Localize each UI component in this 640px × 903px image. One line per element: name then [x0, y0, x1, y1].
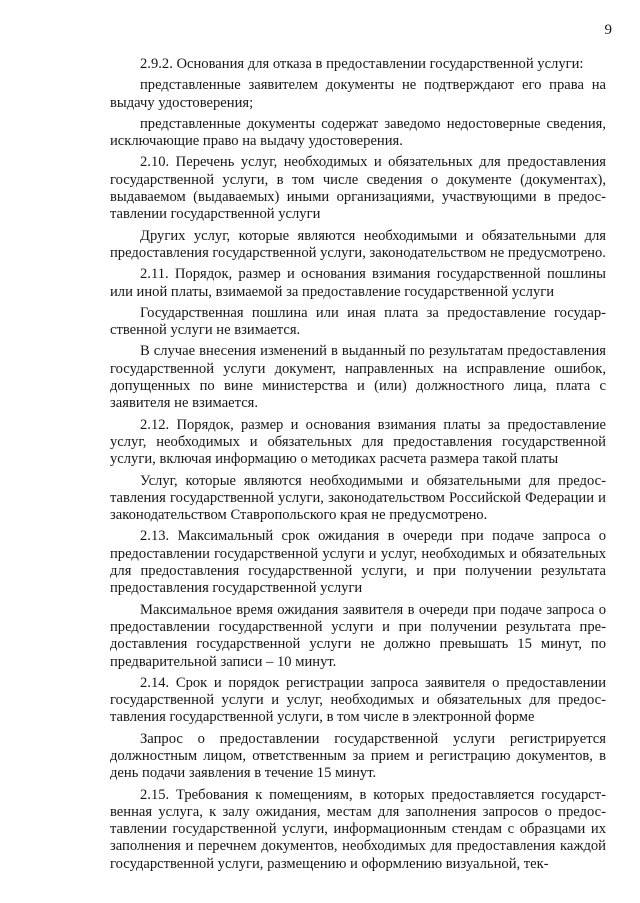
paragraph-2-10-body: Других услуг, которые являются необходимыми и обязательными для предоставления государственной услуги, законодательством не предусмотрено.	[110, 227, 606, 261]
paragraph-2-12-body: Услуг, которые являются необходимыми и обязательными для предоставления государственной услуги, законодательством Российской Федерации и законодательством Ставропольского края не предусмотрено.	[110, 472, 606, 524]
paragraph-2-12: 2.12. Порядок, размер и основания взимания платы за предоставление услуг, необходимых и обязательных для предоставления государственной услуги, включая информацию о методиках расчета размера такой платы	[110, 416, 606, 468]
paragraph-2-9-2: 2.9.2. Основания для отказа в предоставлении государственной услуги:	[140, 56, 584, 72]
paragraph-2-13-body: Максимальное время ожидания заявителя в очереди при подаче запроса о предоставлении государственной услуги и при получении результата предоставления государственной услуги не должно превышать 15 минут, по предварительной записи – 10 минут.	[110, 601, 606, 670]
paragraph-2-13: 2.13. Максимальный срок ожидания в очереди при подаче запроса о предоставлении государственной услуги и услуг, необходимых и обязательных для предоставления государственной услуги, и при получении результата предоставления государственной услуги	[110, 528, 606, 597]
paragraph-2-14: 2.14. Срок и порядок регистрации запроса заявителя о предоставлении государственной услуги и услуг, необходимых и обязательных для предоставления государственной услуги, в том числе в электронной форме	[110, 674, 606, 726]
paragraph-2-10: 2.10. Перечень услуг, необходимых и обязательных для предоставления государственной услуги, в том числе сведения о документе (документах), выдаваемом (выдаваемых) иными организациями, участвующими в предоставлении государственной услуги	[110, 154, 606, 223]
page-number: 9	[604, 22, 612, 38]
document-body	[110, 56, 606, 877]
paragraph-2-15: 2.15. Требования к помещениям, в которых предоставляется государственная услуга, к залу ожидания, местам для заполнения запросов о предоставлении государственной услуги, информационным стендам с образцами их заполнения и перечнем документов, необходимых для предоставления каждой государственной услуги, размещению и оформлению визуальной, тек-	[110, 786, 606, 872]
paragraph-2-11: 2.11. Порядок, размер и основания взимания государственной пошлины или иной платы, взимаемой за предоставление государственной услуги	[110, 266, 606, 300]
paragraph-2-14-body: Запрос о предоставлении государственной услуги регистрируется должностным лицом, ответственным за прием и регистрацию документов, в день подачи заявления в течение 15 минут.	[110, 730, 606, 782]
paragraph-2-11-corrections: В случае внесения изменений в выданный по результатам предоставления государственной услуги документ, направленных на исправление ошибок, допущенных по вине министерства и (или) должностного лица, плата с заявителя не взимается.	[110, 343, 606, 412]
paragraph-2-11-body: Государственная пошлина или иная плата за предоставление государственной услуги не взимается.	[110, 304, 606, 339]
paragraph-refusal-ground-2: представленные документы содержат заведомо недостоверные сведения, исключающие право на выдачу удостоверения.	[110, 115, 606, 150]
paragraph-refusal-ground-1: представленные заявителем документы не подтверждают его права на выдачу удостоверения;	[110, 77, 606, 111]
